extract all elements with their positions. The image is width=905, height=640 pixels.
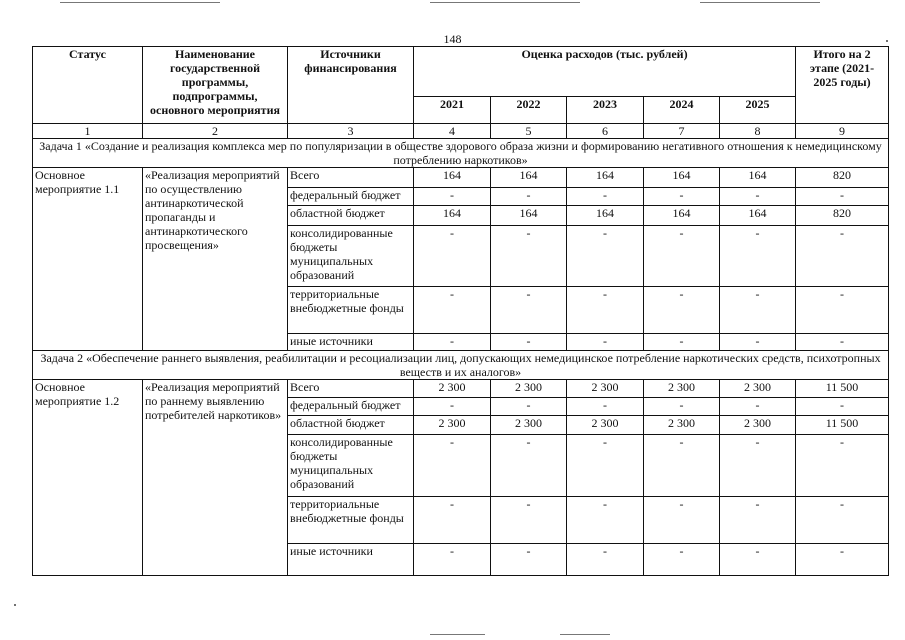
total-cell: - (796, 497, 889, 544)
value-cell: - (491, 287, 567, 334)
value-cell: - (720, 334, 796, 351)
value-cell: - (491, 398, 567, 416)
value-cell: - (567, 544, 644, 576)
total-cell: 820 (796, 168, 889, 188)
value-cell: - (720, 226, 796, 287)
value-cell: 164 (644, 206, 720, 226)
value-cell: - (644, 226, 720, 287)
value-cell: - (491, 226, 567, 287)
value-cell: - (644, 287, 720, 334)
column-number: 2 (143, 124, 288, 139)
status-cell: Основное мероприятие 1.2 (33, 380, 143, 576)
total-cell: - (796, 435, 889, 497)
total-cell: - (796, 287, 889, 334)
value-cell: 164 (491, 168, 567, 188)
value-cell: 164 (414, 206, 491, 226)
source-cell: иные источники (288, 334, 414, 351)
scan-artifact-line (430, 2, 580, 3)
total-cell: - (796, 188, 889, 206)
total-cell: 11 500 (796, 380, 889, 398)
column-number: 6 (567, 124, 644, 139)
scan-artifact-line (560, 634, 610, 635)
value-cell: - (567, 398, 644, 416)
source-cell: Всего (288, 380, 414, 398)
value-cell: - (491, 435, 567, 497)
header-status: Статус (33, 47, 143, 124)
value-cell: - (720, 188, 796, 206)
value-cell: 2 300 (414, 380, 491, 398)
value-cell: - (567, 287, 644, 334)
value-cell: - (414, 287, 491, 334)
value-cell: - (491, 334, 567, 351)
scan-artifact-line (700, 2, 820, 3)
value-cell: - (644, 544, 720, 576)
value-cell: - (644, 188, 720, 206)
value-cell: - (414, 497, 491, 544)
column-number: 4 (414, 124, 491, 139)
value-cell: - (414, 334, 491, 351)
total-cell: - (796, 544, 889, 576)
value-cell: - (567, 188, 644, 206)
source-cell: областной бюджет (288, 206, 414, 226)
header-total: Итого на 2 этапе (2021-2025 годы) (796, 47, 889, 124)
activity-name-cell: «Реализация мероприятий по раннему выявлению потребителей наркотиков» (143, 380, 288, 576)
value-cell: - (414, 544, 491, 576)
value-cell: 2 300 (567, 416, 644, 435)
activity-name-cell: «Реализация мероприятий по осуществлению антинаркотической пропаганды и антинаркотического просвещения» (143, 168, 288, 351)
source-cell: иные источники (288, 544, 414, 576)
value-cell: 164 (720, 206, 796, 226)
value-cell: - (491, 497, 567, 544)
column-number: 7 (644, 124, 720, 139)
page-number: 148 (443, 32, 462, 46)
task-2-heading: Задача 2 «Обеспечение раннего выявления, реабилитации и ресоциализации лиц, допускающих немедицинское потребление наркотических средств, психотропных веществ и их аналогов» (33, 351, 889, 380)
value-cell: - (491, 188, 567, 206)
source-cell: консолидированные бюджеты муниципальных образований (288, 435, 414, 497)
scan-artifact-line (60, 2, 220, 3)
total-cell: - (796, 334, 889, 351)
value-cell: 2 300 (644, 380, 720, 398)
source-cell: территориальные внебюджетные фонды (288, 497, 414, 544)
value-cell: - (414, 226, 491, 287)
value-cell: - (414, 398, 491, 416)
total-cell: - (796, 226, 889, 287)
column-number: 8 (720, 124, 796, 139)
header-name: Наименование государственной программы, подпрограммы, основного мероприятия (143, 47, 288, 124)
scan-artifact-line (430, 634, 485, 635)
header-year: 2022 (491, 97, 567, 124)
source-cell: территориальные внебюджетные фонды (288, 287, 414, 334)
scan-speck (14, 604, 16, 606)
value-cell: 2 300 (567, 380, 644, 398)
header-year: 2023 (567, 97, 644, 124)
status-cell: Основное мероприятие 1.1 (33, 168, 143, 351)
source-cell: консолидированные бюджеты муниципальных образований (288, 226, 414, 287)
value-cell: - (414, 188, 491, 206)
source-cell: Всего (288, 168, 414, 188)
value-cell: 2 300 (491, 380, 567, 398)
column-number: 1 (33, 124, 143, 139)
task-1-heading: Задача 1 «Создание и реализация комплекса мер по популяризации в обществе здорового образа жизни и формированию негативного отношения к немедицинскому потреблению наркотиков» (33, 139, 889, 168)
source-cell: федеральный бюджет (288, 188, 414, 206)
source-cell: областной бюджет (288, 416, 414, 435)
budget-table (32, 46, 889, 576)
value-cell: - (720, 287, 796, 334)
column-number: 9 (796, 124, 889, 139)
value-cell: 164 (567, 168, 644, 188)
value-cell: 2 300 (491, 416, 567, 435)
value-cell: - (567, 226, 644, 287)
column-number: 3 (288, 124, 414, 139)
source-cell: федеральный бюджет (288, 398, 414, 416)
value-cell: - (720, 544, 796, 576)
value-cell: - (644, 435, 720, 497)
total-cell: 820 (796, 206, 889, 226)
value-cell: - (644, 334, 720, 351)
value-cell: 164 (414, 168, 491, 188)
value-cell: 164 (720, 168, 796, 188)
value-cell: - (567, 334, 644, 351)
header-year: 2024 (644, 97, 720, 124)
header-estimate: Оценка расходов (тыс. рублей) (414, 47, 796, 97)
value-cell: - (567, 435, 644, 497)
value-cell: 164 (567, 206, 644, 226)
column-number: 5 (491, 124, 567, 139)
header-year: 2021 (414, 97, 491, 124)
header-sources: Источники финансирования (288, 47, 414, 124)
value-cell: 164 (491, 206, 567, 226)
value-cell: - (720, 497, 796, 544)
value-cell: - (644, 497, 720, 544)
value-cell: 2 300 (644, 416, 720, 435)
value-cell: - (491, 544, 567, 576)
total-cell: 11 500 (796, 416, 889, 435)
value-cell: 2 300 (720, 416, 796, 435)
value-cell: - (567, 497, 644, 544)
value-cell: 2 300 (414, 416, 491, 435)
value-cell: - (720, 398, 796, 416)
header-year: 2025 (720, 97, 796, 124)
value-cell: - (720, 435, 796, 497)
value-cell: - (644, 398, 720, 416)
value-cell: 2 300 (720, 380, 796, 398)
value-cell: 164 (644, 168, 720, 188)
total-cell: - (796, 398, 889, 416)
value-cell: - (414, 435, 491, 497)
